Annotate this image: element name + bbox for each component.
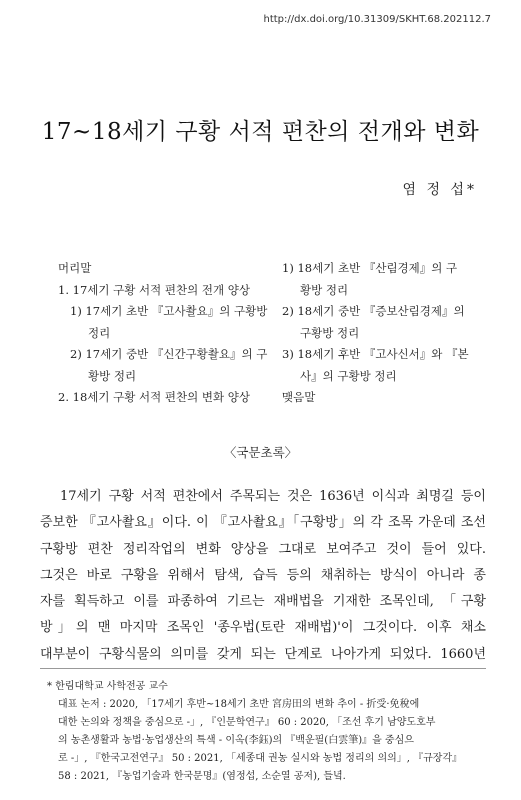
footnote-affiliation: * 한림대학교 사학전공 교수 [47, 681, 168, 692]
toc-item: 1) 17세기 초반 『고사촬요』의 구황방 [70, 304, 268, 318]
toc-item: 3) 18세기 후반 『고사신서』와 『본 [282, 347, 469, 361]
doi-link[interactable]: http://dx.doi.org/10.31309/SKHT.68.202112.7 [263, 14, 491, 25]
abstract-line: 구황방 편찬 정리작업의 변화 양상을 그대로 보여주고 것이 들어 있다. [40, 541, 486, 557]
toc-item: 2) 17세기 중반 『신간구황촬요』의 구 [70, 347, 268, 361]
paper-title: 17~18세기 구황 서적 편찬의 전개와 변화 [41, 119, 480, 145]
toc-item: 1) 18세기 초반 『산림경제』의 구 [282, 261, 458, 275]
toc-right-column [282, 258, 482, 409]
toc-item: 2. 18세기 구황 서적 편찬의 변화 양상 [58, 390, 250, 404]
abstract-line: 자를 획득하고 이를 파종하여 기르는 재배법을 기재한 조목인데, 「구황 [40, 594, 486, 610]
footnote-line: 58 : 2021, 『농업기술과 한국문명』(염정섭, 소순열 공저), 들녘. [58, 771, 346, 782]
toc-item: 황방 정리 [300, 282, 349, 297]
toc-item: 정리 [88, 325, 111, 340]
abstract-line: 17세기 구황 서적 편찬에서 주목되는 것은 1636년 이식과 최명길 등이 [60, 489, 486, 504]
toc-item: 머리말 [58, 261, 92, 275]
footnote [47, 678, 488, 786]
footnote-divider [40, 668, 486, 669]
abstract-line: 그것은 바로 구황을 위해서 탐색, 습득 등의 채취하는 방식이 아니라 종 [40, 567, 486, 583]
abstract-line: 방」의 맨 마지막 조목인 '종우법(토란 재배법)'이 그것이다. 이후 채소 [40, 620, 486, 636]
abstract-line: 대부분이 구황식물의 의미를 갖게 되는 단계로 나아가게 되었다. 1660년 [40, 646, 486, 662]
toc-left-column [58, 258, 290, 409]
abstract-line: 증보한 『고사촬요』이다. 이 『고사촬요』「구황방」의 각 조목 가운데 조선 [40, 515, 486, 531]
author-name: 염 정 섭* [402, 182, 477, 198]
toc-item: 맺음말 [282, 390, 316, 404]
footnote-line: 로 -」, 『한국고전연구』 50 : 2021, 「세종대 권농 실시와 농법 정리의 의의」, 『규장각』 [58, 753, 463, 764]
toc-item: 사』의 구황방 정리 [300, 368, 397, 383]
toc-item: 황방 정리 [88, 368, 137, 383]
toc-item: 2) 18세기 중반 『증보산림경제』의 [282, 304, 465, 318]
abstract-heading: 〈국문초록〉 [223, 445, 298, 460]
abstract-body [40, 484, 486, 668]
footnote-line: 대표 논저 : 2020, 「17세기 후반~18세기 초반 宮房田의 변화 추이 - 折受·免稅에 [58, 699, 420, 710]
toc-item: 구황방 정리 [300, 325, 360, 340]
footnote-line: 의 농촌생활과 농법·농업생산의 특색 - 이옥(李鈺)의 『백운필(白雲筆)』을 중심으 [58, 735, 414, 746]
footnote-line: 대한 논의와 정책을 중심으로 -」, 『인문학연구』 60 : 2020, 「조선 후기 남양도호부 [58, 717, 436, 728]
toc-item: 1. 17세기 구황 서적 편찬의 전개 양상 [58, 282, 250, 297]
